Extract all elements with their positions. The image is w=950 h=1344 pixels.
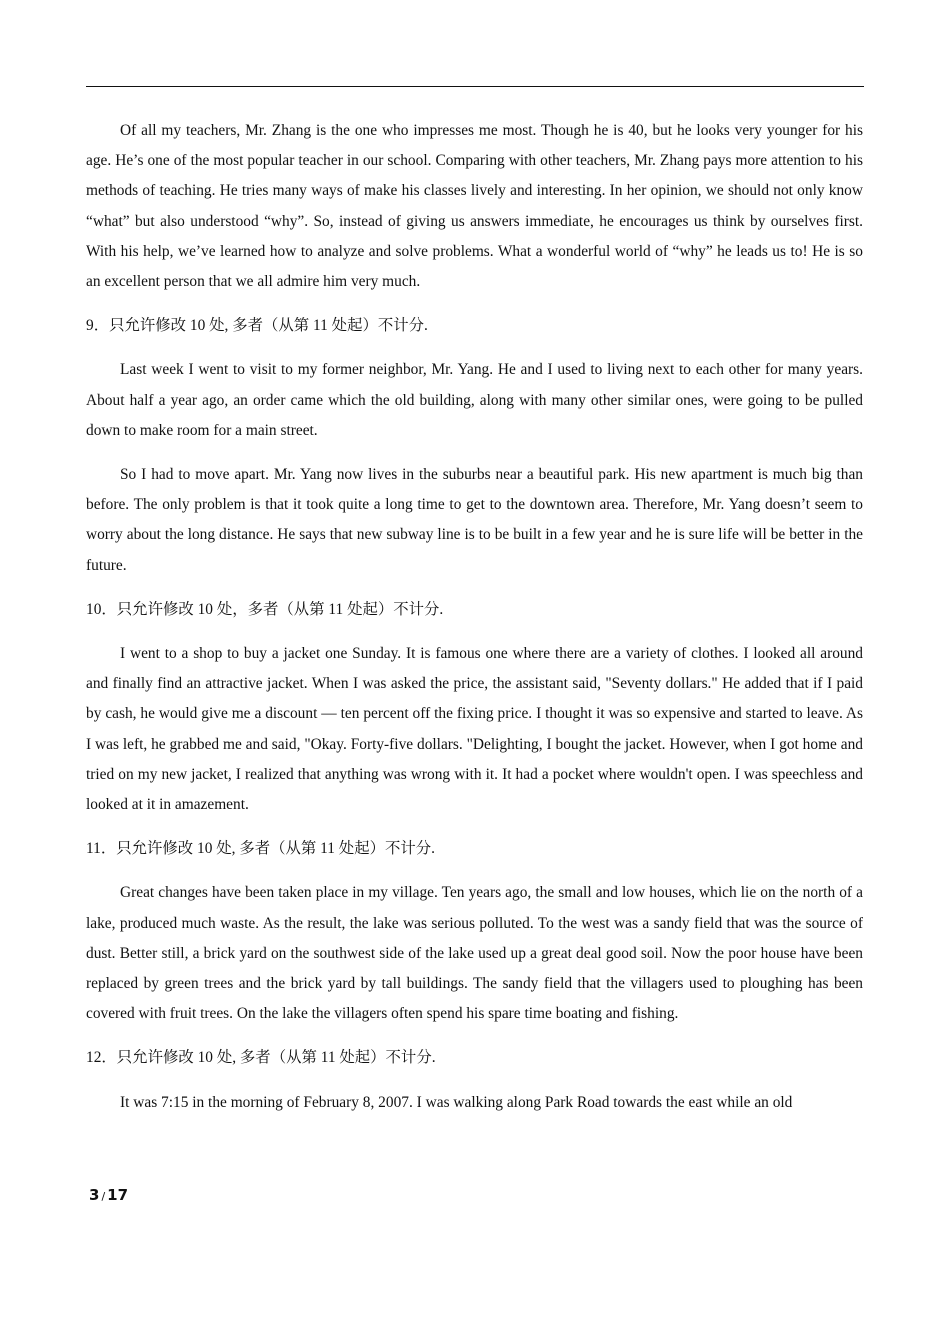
header-rule: [86, 86, 864, 87]
question-heading-12: 12．只允许修改 10 处, 多者（从第 11 处起）不计分.: [86, 1049, 436, 1067]
passage-paragraph: I went to a shop to buy a jacket one Sunday. It is famous one where there are a variety of clothes. I looked all around and finally find an attractive jacket. When I was asked the price, the assistant said, "Seventy dollars." He added that if I paid by cash, he would give me a discount — ten percent off the fixing price. I thought it was so expensive and started to leave. As I was left, he grabbed me and said, "Okay. Forty-five dollars. "Delighting, I bought the jacket. However, when I got home and tried on my new jacket, I realized that anything was wrong with it. It had a pocket where wouldn't open. I was speechless and looked at it in amazement.: [86, 645, 863, 814]
page-number: [89, 1186, 128, 1204]
passage-paragraph: It was 7:15 in the morning of February 8, 2007. I was walking along Park Road towards the east while an old: [120, 1093, 793, 1111]
page-total: 17: [107, 1186, 129, 1204]
passage-paragraph: Of all my teachers, Mr. Zhang is the one who impresses me most. Though he is 40, but he looks very younger for his age. He’s one of the most popular teacher in our school. Comparing with other teachers, Mr. Zhang pays more attention to his methods of teaching. He tries many ways of make his classes lively and interesting. In her opinion, we should not only know “what” but also understood “why”. So, instead of giving us answers immediate, he encourages us think by ourselves first. With his help, we’ve learned how to analyze and solve problems. What a wonderful world of “why” he leads us to! He is so an excellent person that we all admire him very much.: [86, 122, 863, 291]
page-separator: /: [101, 1190, 106, 1203]
question-heading-9: 9．只允许修改 10 处, 多者（从第 11 处起）不计分.: [86, 317, 428, 335]
passage-paragraph: Great changes have been taken place in my village. Ten years ago, the small and low houses, which lie on the north of a lake, produced much waste. As the result, the lake was serious polluted. To the west was a sandy field that was the source of dust. Better still, a brick yard on the southwest side of the lake used up a great deal good soil. Now the poor house have been replaced by green trees and the brick yard by tall buildings. The sandy field that the villagers used to ploughing has been covered with fruit trees. On the lake the villagers often spend his spare time boating and fishing.: [86, 884, 863, 1023]
question-heading-10: 10．只允许修改 10 处，多者（从第 11 处起）不计分.: [86, 600, 444, 618]
page-current: 3: [89, 1186, 100, 1204]
passage-paragraph: Last week I went to visit to my former neighbor, Mr. Yang. He and I used to living next to each other for many years. About half a year ago, an order came which the old building, along with many other similar ones, were going to be pulled down to make room for a main street.: [86, 361, 863, 439]
passage-paragraph: So I had to move apart. Mr. Yang now lives in the suburbs near a beautiful park. His new apartment is much big than before. The only problem is that it took quite a long time to get to the downtown area. Therefore, Mr. Yang doesn’t seem to worry about the long distance. He says that new subway line is to be built in a few year and he is sure life will be better in the future.: [86, 466, 863, 574]
question-heading-11: 11．只允许修改 10 处, 多者（从第 11 处起）不计分.: [86, 840, 435, 858]
document-body: [86, 116, 863, 1132]
